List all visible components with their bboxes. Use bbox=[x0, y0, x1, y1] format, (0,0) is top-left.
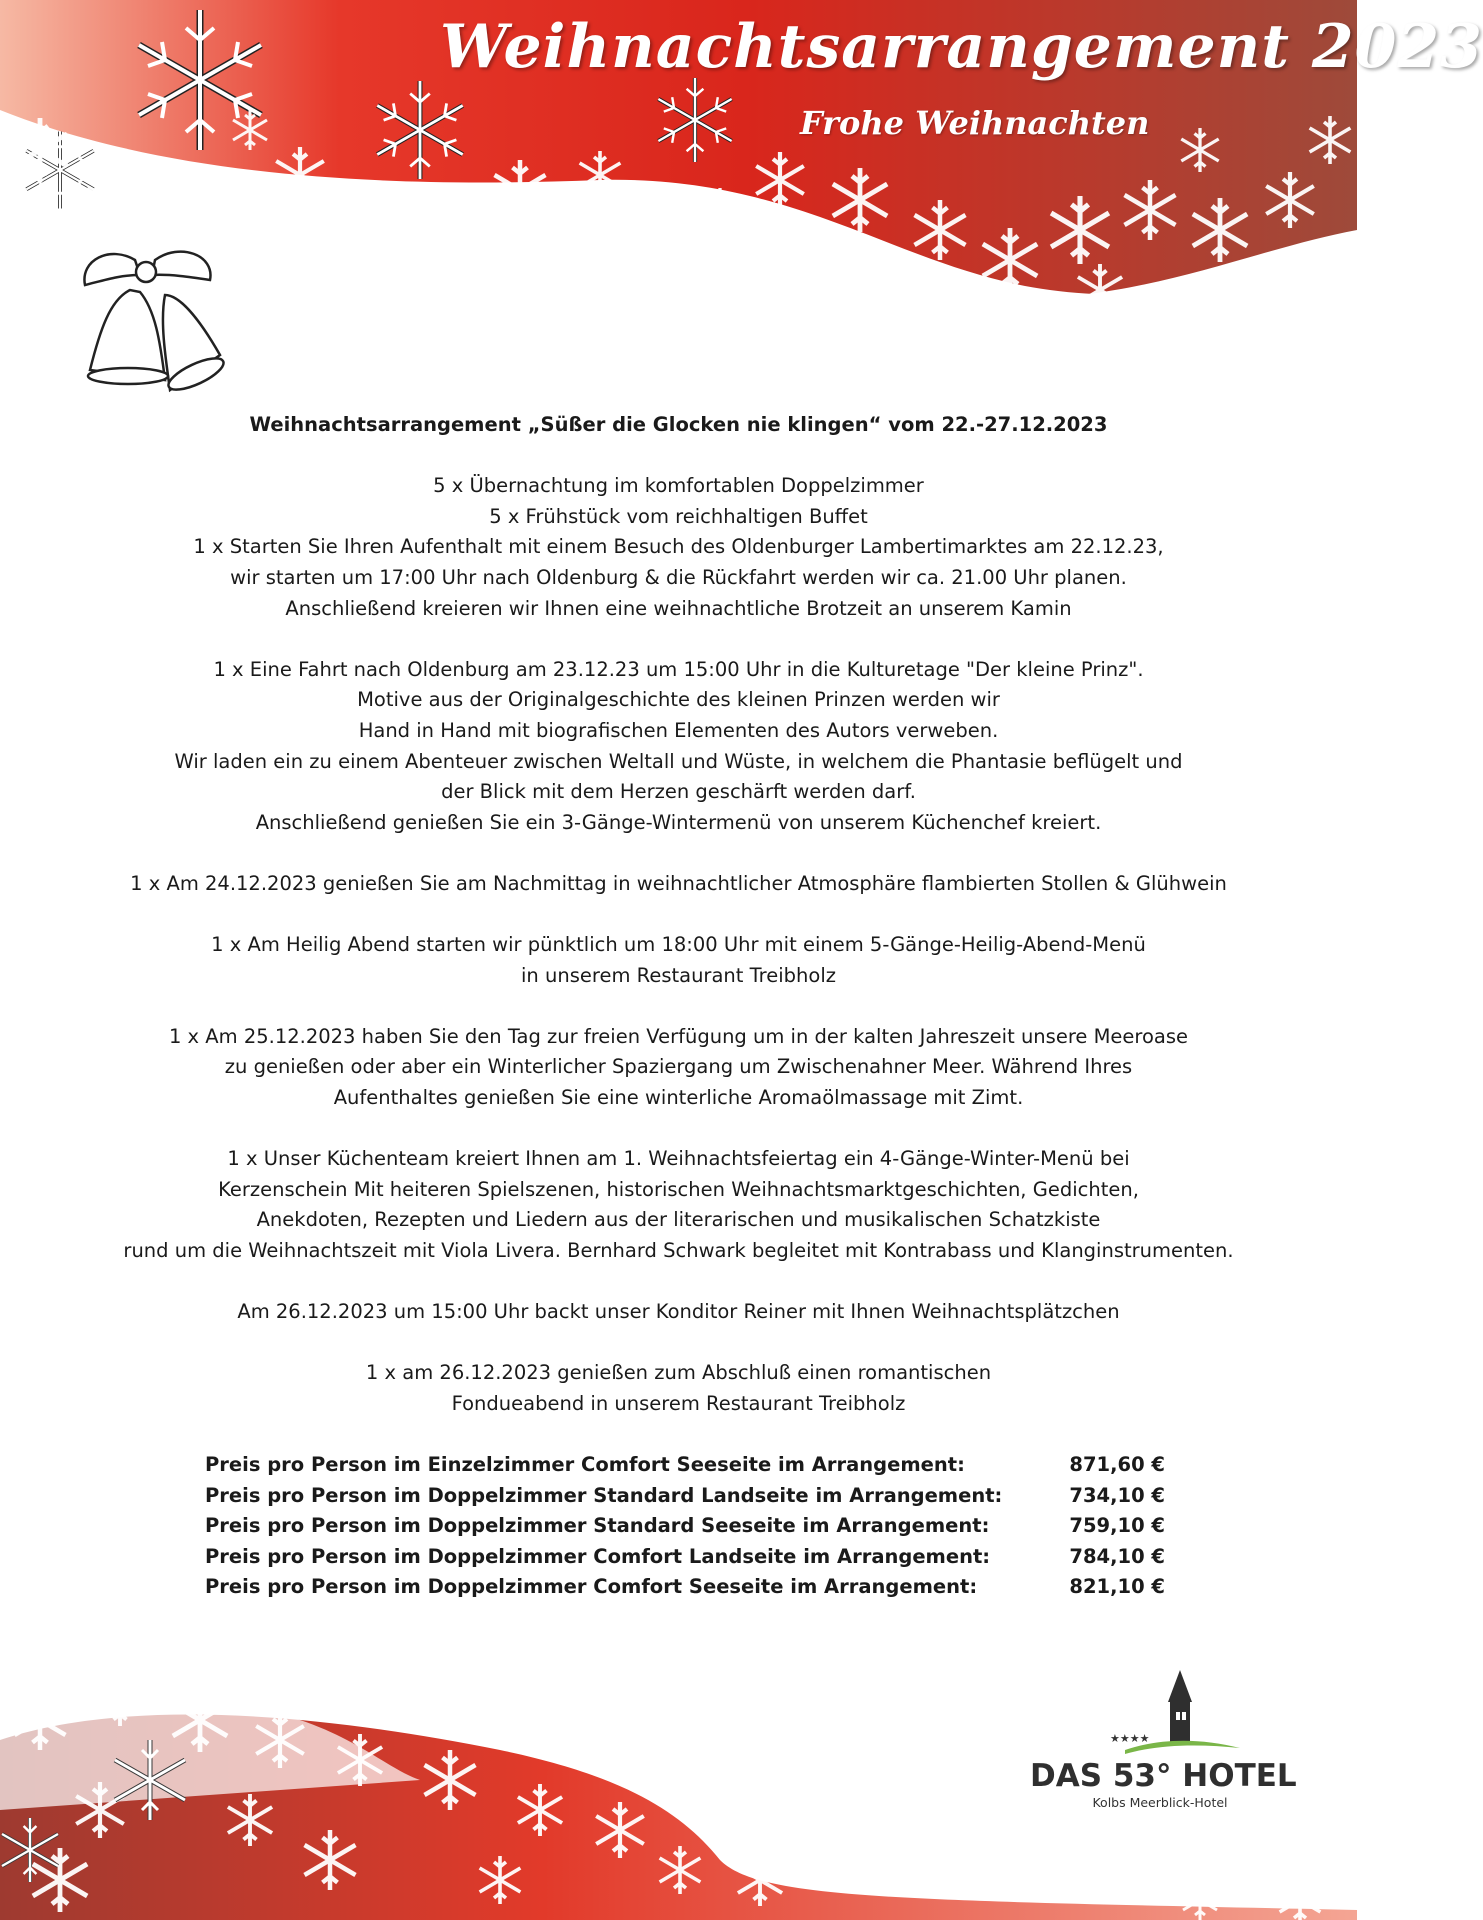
block-24-december bbox=[60, 869, 1297, 900]
block-25-december bbox=[60, 1022, 1297, 1114]
text-line: 1 x Am 25.12.2023 haben Sie den Tag zur freien Verfügung um in der kalten Jahreszeit unsere Meeroase bbox=[168, 1024, 1189, 1048]
text-line: Wir laden ein zu einem Abenteuer zwischen Weltall und Wüste, in welchem die Phantasie beflügelt und bbox=[174, 749, 1183, 773]
text-line: Anekdoten, Rezepten und Liedern aus der literarischen und musikalischen Schatzkiste bbox=[256, 1208, 1101, 1232]
price-value: 784,10 € bbox=[1069, 1544, 1165, 1568]
page-title: Weihnachtsarrangement 2023 bbox=[440, 12, 1483, 82]
arrangement-headline: Weihnachtsarrangement „Süßer die Glocken nie klingen“ vom 22.-27.12.2023 bbox=[249, 413, 1108, 436]
text-line: Aufenthaltes genießen Sie eine winterliche Aromaölmassage mit Zimt. bbox=[333, 1086, 1024, 1110]
price-row bbox=[205, 1481, 1165, 1512]
block-fondue bbox=[60, 1358, 1297, 1419]
price-row bbox=[205, 1542, 1165, 1573]
text-line: 1 x am 26.12.2023 genießen zum Abschluß einen romantischen bbox=[365, 1361, 992, 1385]
text-line: zu genießen oder aber ein Winterlicher Spaziergang um Zwischenahner Meer. Während Ihres bbox=[224, 1055, 1133, 1079]
price-label: Preis pro Person im Einzelzimmer Comfort Seeseite im Arrangement: bbox=[205, 1453, 965, 1476]
text-line: 1 x Am 24.12.2023 genießen Sie am Nachmittag in weihnachtlicher Atmosphäre flambierten Stollen & Glühwein bbox=[130, 871, 1227, 895]
hotel-logo bbox=[1030, 1670, 1297, 1820]
text-line: in unserem Restaurant Treibholz bbox=[521, 963, 836, 987]
price-row bbox=[205, 1450, 1165, 1481]
price-value: 871,60 € bbox=[1069, 1453, 1165, 1476]
star-rating: ★★★★ bbox=[1110, 1732, 1150, 1745]
text-line: rund um die Weihnachtszeit mit Viola Livera. Bernhard Schwark begleitet mit Kontrabass und Klanginstrumenten. bbox=[123, 1239, 1234, 1263]
text-line: Motive aus der Originalgeschichte des kleinen Prinzen werden wir bbox=[357, 688, 1000, 712]
text-line: Kerzenschein Mit heiteren Spielszenen, historischen Weihnachtsmarktgeschichten, Gedichten, bbox=[218, 1177, 1139, 1201]
bells-illustration bbox=[70, 240, 280, 410]
text-line: Fondueabend in unserem Restaurant Treibholz bbox=[451, 1392, 906, 1415]
price-label: Preis pro Person im Doppelzimmer Standard Landseite im Arrangement: bbox=[205, 1483, 1003, 1507]
text-line: 5 x Übernachtung im komfortablen Doppelzimmer bbox=[433, 474, 924, 498]
price-value: 759,10 € bbox=[1069, 1514, 1165, 1538]
church-tower-icon bbox=[1030, 1670, 1290, 1760]
text-line: Am 26.12.2023 um 15:00 Uhr backt unser Konditor Reiner mit Ihnen Weihnachtsplätzchen bbox=[237, 1300, 1120, 1324]
block-plaetzchen bbox=[60, 1297, 1297, 1328]
price-label: Preis pro Person im Doppelzimmer Comfort Seeseite im Arrangement: bbox=[205, 1575, 978, 1599]
text-line: 1 x Unser Küchenteam kreiert Ihnen am 1. Weihnachtsfeiertag ein 4-Gänge-Winter-Menü bei bbox=[227, 1147, 1130, 1171]
text-line: Hand in Hand mit biografischen Elementen des Autors verweben. bbox=[358, 718, 999, 742]
price-row bbox=[205, 1511, 1165, 1542]
text-line: Anschließend genießen Sie ein 3-Gänge-Wintermenü von unserem Küchenchef kreiert. bbox=[255, 810, 1102, 834]
text-line: Anschließend kreieren wir Ihnen eine weihnachtliche Brotzeit an unserem Kamin bbox=[285, 596, 1072, 620]
price-value: 821,10 € bbox=[1069, 1575, 1165, 1599]
price-list bbox=[205, 1450, 1165, 1603]
text-line: 1 x Starten Sie Ihren Aufenthalt mit einem Besuch des Oldenburger Lambertimarktes am 22.12.23, bbox=[193, 535, 1164, 559]
hotel-tagline: Kolbs Meerblick-Hotel bbox=[1092, 1795, 1228, 1810]
block-overnight bbox=[60, 471, 1297, 624]
price-label: Preis pro Person im Doppelzimmer Comfort Landseite im Arrangement: bbox=[205, 1544, 991, 1568]
hotel-name: DAS 53° HOTEL bbox=[1030, 1758, 1297, 1794]
text-line: 5 x Frühstück vom reichhaltigen Buffet bbox=[489, 504, 868, 528]
page-subtitle: Frohe Weihnachten bbox=[800, 104, 1150, 142]
text-line: 1 x Eine Fahrt nach Oldenburg am 23.12.23 um 15:00 Uhr in die Kulturetage "Der kleine Prinz". bbox=[213, 657, 1144, 681]
block-kulturetage bbox=[60, 655, 1297, 839]
arrangement-description bbox=[60, 410, 1297, 1450]
text-line: 1 x Am Heilig Abend starten wir pünktlich um 18:00 Uhr mit einem 5-Gänge-Heilig-Abend-Menü bbox=[211, 933, 1146, 957]
block-kuechenteam bbox=[60, 1144, 1297, 1266]
block-heilig-abend bbox=[60, 930, 1297, 991]
price-row bbox=[205, 1572, 1165, 1603]
text-line: wir starten um 17:00 Uhr nach Oldenburg & die Rückfahrt werden wir ca. 21.00 Uhr planen. bbox=[230, 565, 1127, 589]
price-label: Preis pro Person im Doppelzimmer Standard Seeseite im Arrangement: bbox=[205, 1514, 990, 1538]
price-value: 734,10 € bbox=[1069, 1483, 1165, 1507]
text-line: der Blick mit dem Herzen geschärft werden darf. bbox=[441, 780, 916, 804]
